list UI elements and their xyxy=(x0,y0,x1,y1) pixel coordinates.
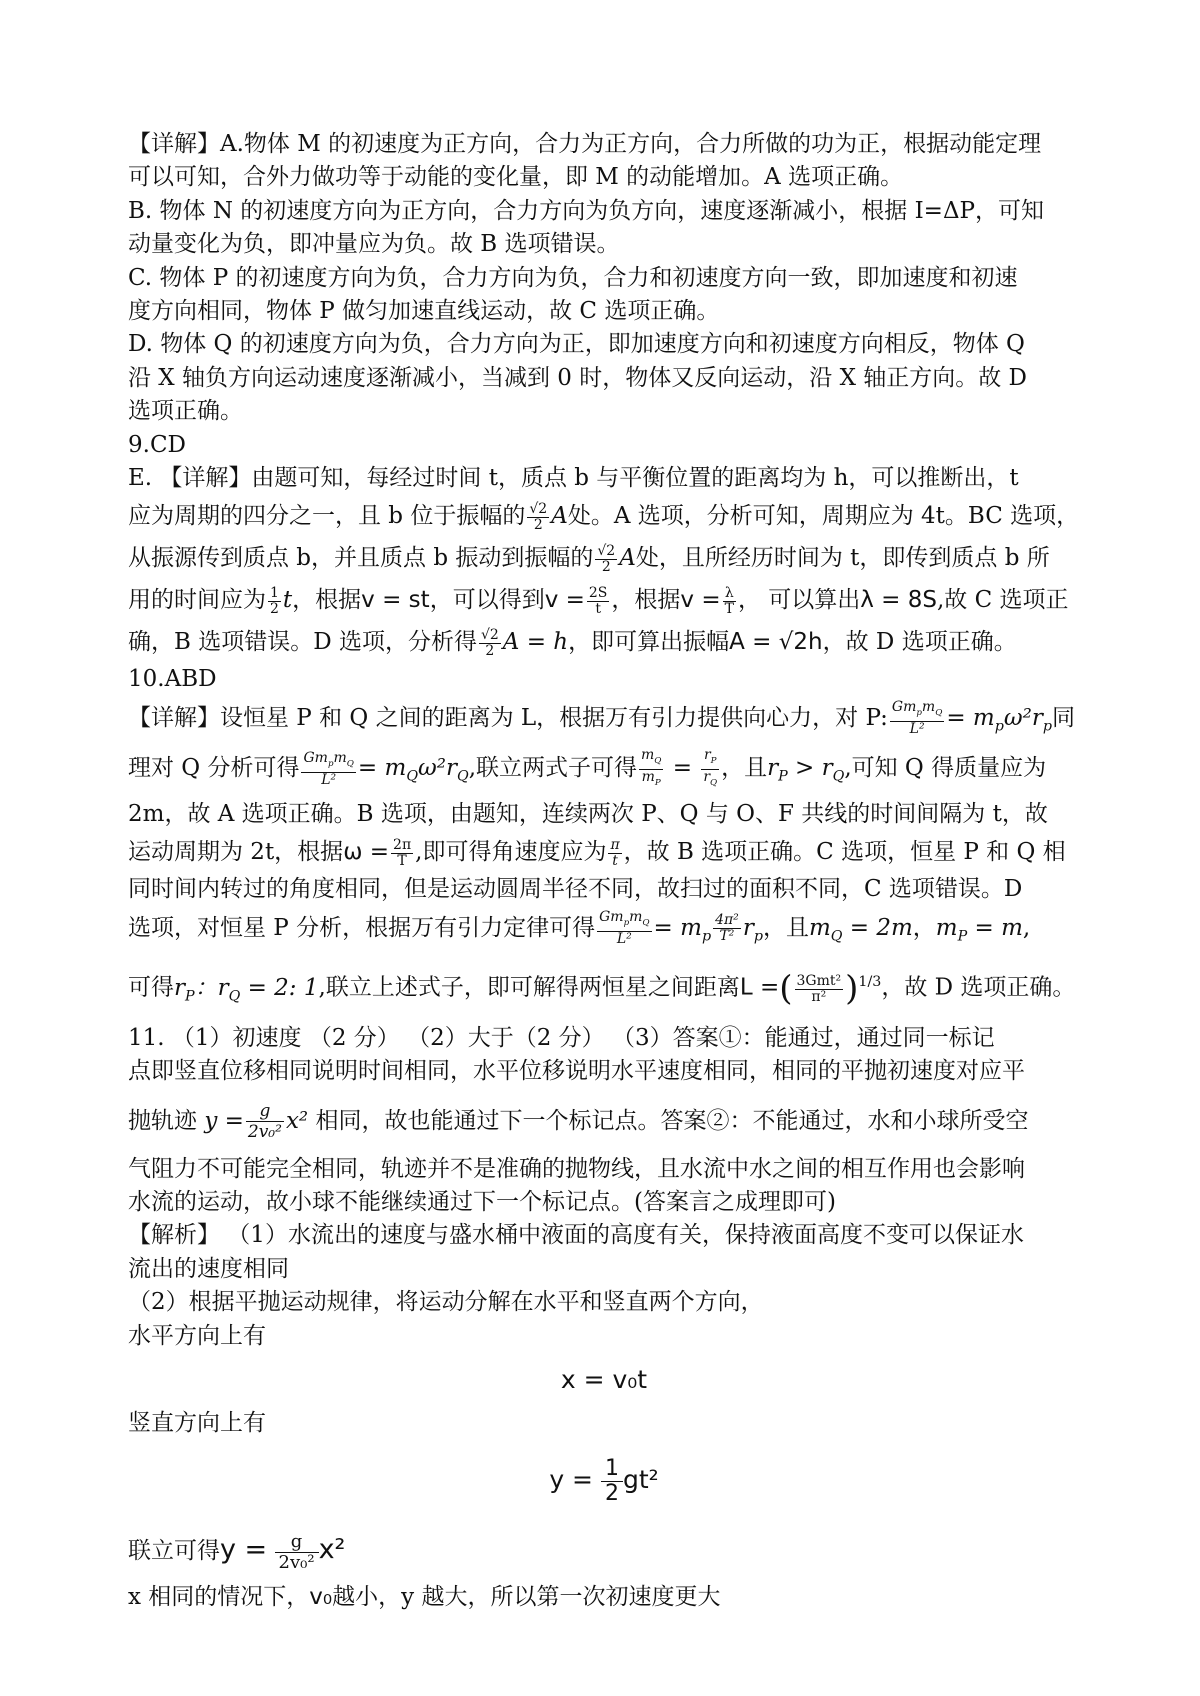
numerator: $Gm_pm_Q$ xyxy=(890,700,944,722)
text-seg: 运动周期为 2t，根据 xyxy=(128,839,344,866)
math-symbol: = m xyxy=(974,914,1023,941)
text-seg: x 相同的情况下， xyxy=(128,1584,310,1611)
math-symbol: = 2: 1 xyxy=(247,975,319,1002)
text-line: 选项正确。 xyxy=(128,398,243,425)
text-line: 2m，故 A 选项正确。B 选项，由题知，连续两次 P、Q 与 O、F 共线的时间间隔为 t，故 xyxy=(128,801,1048,828)
text-line xyxy=(128,1520,1080,1581)
q11-explanation xyxy=(128,1022,1080,1615)
fraction xyxy=(713,913,741,944)
text-line: 度方向相同，物体 P 做匀加速直线运动，故 C 选项正确。 xyxy=(128,298,720,325)
denominator: T xyxy=(724,600,734,617)
math-expr: $r_p$ xyxy=(742,914,763,945)
math-symbol: = 2m xyxy=(849,914,913,941)
text-seg: ， xyxy=(912,914,936,941)
text-seg: ，故 D 选项正确。 xyxy=(822,629,1017,656)
text-line xyxy=(128,697,1080,748)
denominator: L² xyxy=(321,771,337,788)
text-seg: ,故 C 选项正 xyxy=(937,587,1069,614)
math-expr: ω = xyxy=(343,839,390,866)
numerator: $m_Q$ xyxy=(639,748,663,770)
text-line: 竖直方向上有 xyxy=(128,1409,266,1436)
text-line: 点即竖直位移相同说明时间相同，水平位移说明水平速度相同，相同的平抛初速度对应平 xyxy=(128,1058,1025,1085)
denominator: 2v₀² xyxy=(247,1122,282,1143)
math-expr: gt² xyxy=(622,1465,659,1495)
text-seg: 从振源传到质点 b，并且质点 b 振动到振幅的 xyxy=(128,545,594,572)
text-line: 【解析】 （1）水流出的速度与盛水桶中液面的高度有关，保持液面高度不变可以保证水 xyxy=(128,1222,1024,1249)
math-expr: = xyxy=(665,755,700,782)
math-expr: v = xyxy=(544,587,585,614)
text-line xyxy=(128,747,1080,798)
q9-explanation xyxy=(128,429,1080,664)
page-content xyxy=(128,128,1080,1615)
math-expr: L = xyxy=(739,975,780,1002)
fraction xyxy=(597,910,651,947)
paren: ) xyxy=(845,969,859,1010)
text-seg: ,即可得角速度应为 xyxy=(415,839,607,866)
text-seg: , xyxy=(1022,914,1031,941)
fraction xyxy=(268,586,281,617)
numerator: √2 xyxy=(480,626,499,643)
numerator: λ xyxy=(723,586,736,602)
text-seg: ,联立两式子可得 xyxy=(468,755,637,782)
denominator: L² xyxy=(909,721,925,738)
denominator: π² xyxy=(811,988,827,1005)
math-symbol: A xyxy=(551,503,568,530)
fraction xyxy=(246,1101,284,1142)
numerator: g xyxy=(246,1101,284,1122)
fraction xyxy=(601,1457,623,1506)
math-symbol: r xyxy=(767,755,779,782)
math-expr: y = xyxy=(220,1534,268,1566)
text-seg: ,联立上述式子，即可解得两恒星之间距离 xyxy=(318,975,740,1002)
text-line: E. 【详解】由题可知，每经过时间 t，质点 b 与平衡位置的距离均为 h，可以推断出，t xyxy=(128,465,1019,492)
math-expr: λ = 8S xyxy=(860,587,937,614)
math-symbol: t xyxy=(282,587,293,614)
equation-vertical xyxy=(128,1440,1080,1520)
text-line: 动量变化为负，即冲量应为负。故 B 选项错误。 xyxy=(128,231,620,258)
text-seg: 抛轨迹 xyxy=(128,1107,197,1134)
text-line xyxy=(128,621,1080,663)
text-line: C. 物体 P 的初速度方向为负，合力方向为负，合力和初速度方向一致，即加速度和初速 xyxy=(128,264,1018,291)
fraction xyxy=(479,628,501,659)
numerator: √2 xyxy=(529,500,548,517)
numerator: 1 xyxy=(601,1457,623,1482)
text-seg: 应为周期的四分之一，且 b 位于振幅的 xyxy=(128,503,526,530)
math-expr: v₀ xyxy=(309,1584,333,1611)
text-line: 流出的速度相同 xyxy=(128,1255,289,1282)
numerator: π xyxy=(610,836,620,853)
text-seg: 用的时间应为 xyxy=(128,587,266,614)
math-expr: = $m_p$ xyxy=(653,914,712,945)
text-seg: ，可以得到 xyxy=(429,587,545,614)
numerator: 4π² xyxy=(715,912,739,929)
math-expr: $m_Q = 2m$ xyxy=(808,914,913,945)
fraction xyxy=(301,751,355,788)
numerator: 3Gmt² xyxy=(796,972,842,989)
denominator: T xyxy=(397,852,407,869)
text-seg: 联立可得 xyxy=(128,1538,220,1565)
denominator: $r_Q$ xyxy=(703,768,718,788)
fraction xyxy=(701,748,719,791)
text-line xyxy=(128,1089,1080,1153)
text-seg: ，且 xyxy=(721,755,768,782)
denominator: 2 xyxy=(270,600,279,617)
text-line: D. 物体 Q 的初速度方向为负，合力方向为正，即加速度方向和初速度方向相反，物体 Q xyxy=(128,331,1025,358)
text-seg: 处。A 选项，分析可知，周期应为 4t。BC 选项， xyxy=(567,503,1080,530)
denominator: 2 xyxy=(604,1480,619,1506)
math-expr: = $m_p\omega^2r_p$ xyxy=(946,704,1052,735)
text-seg: 同 xyxy=(1051,704,1075,731)
math-expr: = $m_Q\omega^2r_Q$ xyxy=(357,755,469,786)
math-expr: A = h xyxy=(502,629,569,656)
text-seg: ， 可以算出 xyxy=(737,587,861,614)
text-line xyxy=(128,1581,1080,1614)
math-expr: y = xyxy=(549,1465,594,1495)
fraction xyxy=(527,502,549,533)
text-line xyxy=(128,957,1080,1021)
math-expr: v = xyxy=(680,587,721,614)
math-expr: $m_P = m$ xyxy=(935,914,1023,945)
denominator: t xyxy=(595,600,601,617)
fraction xyxy=(275,1532,319,1573)
denominator: 2 xyxy=(533,516,543,533)
math-symbol: Gm xyxy=(599,909,624,926)
fraction xyxy=(587,586,610,617)
text-line: 气阻力不可能完全相同，轨迹并不是准确的抛物线，且水流中水之间的相互作用也会影响 xyxy=(128,1155,1025,1182)
text-seg: ，根据 xyxy=(611,587,681,614)
text-line xyxy=(128,831,1080,873)
text-seg: 越小，y 越大，所以第一次初速度更大 xyxy=(332,1584,721,1611)
q8-explanation xyxy=(128,128,1080,429)
numerator: 1 xyxy=(270,584,279,601)
math-symbol: A xyxy=(619,545,636,572)
denominator: T² xyxy=(719,928,735,945)
numerator: 2π xyxy=(393,836,412,853)
text-seg: 选项，对恒星 P 分析，根据万有引力定律可得 xyxy=(128,914,596,941)
math-symbol: = m xyxy=(357,755,407,782)
text-line: B. 物体 N 的初速度方向为正方向，合力方向为负方向，速度逐渐减小，根据 I=ΔP，可知 xyxy=(128,197,1045,224)
equation-horizontal: x = v₀t xyxy=(560,1364,648,1394)
text-line: 可以可知，合外力做功等于动能的变化量，即 M 的动能增加。A 选项正确。 xyxy=(128,164,904,191)
numerator: $Gm_pm_Q$ xyxy=(597,910,651,932)
numerator: $Gm_pm_Q$ xyxy=(301,751,355,773)
text-seg: ，即可算出振幅 xyxy=(568,629,730,656)
denominator: L² xyxy=(616,931,632,948)
numerator: 2S xyxy=(588,584,608,601)
text-line: （2）根据平抛运动规律，将运动分解在水平和竖直两个方向， xyxy=(128,1289,764,1316)
exponent: 1/3 xyxy=(858,974,882,991)
text-line: 沿 X 轴负方向运动速度逐渐减小，当减到 0 时，物体又反向运动，沿 X 轴正方向。故 D xyxy=(128,364,1027,391)
math-symbol: r xyxy=(703,747,711,764)
text-seg: 处，且所经历时间为 t，即传到质点 b 所 xyxy=(635,545,1050,572)
numerator: g xyxy=(275,1532,319,1553)
answer-label: 9.CD xyxy=(128,431,186,458)
math-symbol: m xyxy=(641,747,655,764)
numerator: $r_P$ xyxy=(701,748,719,770)
text-line xyxy=(128,907,1080,958)
text-line xyxy=(128,579,1080,621)
text-line: 水流的运动，故小球不能继续通过下一个标记点。(答案言之成理即可) xyxy=(128,1188,836,1215)
math-expr: A = √2h xyxy=(729,629,823,656)
text-line: 水平方向上有 xyxy=(128,1322,266,1349)
text-seg: 相同，故也能通过下一个标记点。答案②：不能通过，水和小球所受空 xyxy=(315,1107,1029,1134)
fraction xyxy=(391,838,413,869)
text-line xyxy=(128,537,1080,579)
numerator: √2 xyxy=(597,542,616,559)
denominator: 2 xyxy=(601,558,611,575)
fraction xyxy=(595,544,617,575)
math-expr: $r_P > r_Q$ xyxy=(767,755,845,786)
text-seg: ,可知 Q 得质量应为 xyxy=(844,755,1047,782)
text-line: 【详解】A.物体 M 的初速度为正方向，合力为正方向，合力所做的功为正，根据动能定理 xyxy=(128,131,1042,157)
answer-label: 10.ABD xyxy=(128,666,217,693)
text-seg: ，根据 xyxy=(292,587,362,614)
fraction xyxy=(795,974,844,1005)
text-seg: 理对 Q 分析可得 xyxy=(128,755,300,782)
text-seg: ，且 xyxy=(762,914,809,941)
paren: ( xyxy=(779,969,793,1010)
denominator: $m_P$ xyxy=(641,768,661,788)
math-expr: x² xyxy=(285,1107,309,1134)
q10-explanation xyxy=(128,663,1080,1021)
math-expr: x² xyxy=(318,1534,346,1566)
text-seg: ，故 D 选项正确。 xyxy=(881,975,1076,1002)
fraction xyxy=(608,838,621,869)
text-seg: ，故 B 选项正确。C 选项，恒星 P 和 Q 相 xyxy=(623,839,1066,866)
math-expr: y = xyxy=(204,1107,244,1134)
denominator: t xyxy=(612,852,618,869)
math-symbol: = m xyxy=(653,914,702,941)
denominator: 2 xyxy=(485,642,495,659)
math-symbol: = m xyxy=(946,704,995,731)
text-seg: 【详解】设恒星 P 和 Q 之间的距离为 L，根据万有引力提供向心力，对 P: xyxy=(128,704,888,731)
math-expr: v = st xyxy=(361,587,430,614)
fraction xyxy=(723,586,736,617)
text-seg: 确，B 选项错误。D 选项，分析得 xyxy=(128,629,477,656)
fraction xyxy=(639,748,663,791)
math-symbol: Gm xyxy=(891,699,917,716)
math-symbol: Gm xyxy=(303,750,328,767)
text-line: 同时间内转过的角度相同，但是运动圆周半径不同，故扫过的面积不同，C 选项错误。D xyxy=(128,876,1023,903)
math-expr: $r_P$：$r_Q = 2$: 1 xyxy=(174,975,319,1005)
text-seg: 可得 xyxy=(128,975,174,1002)
denominator: 2v₀² xyxy=(278,1551,315,1573)
text-line: 11. （1）初速度 （2 分） （2）大于（2 分） （3）答案①：能通过，通过同一标记 xyxy=(128,1024,995,1051)
text-line xyxy=(128,495,1080,537)
fraction xyxy=(890,700,944,737)
